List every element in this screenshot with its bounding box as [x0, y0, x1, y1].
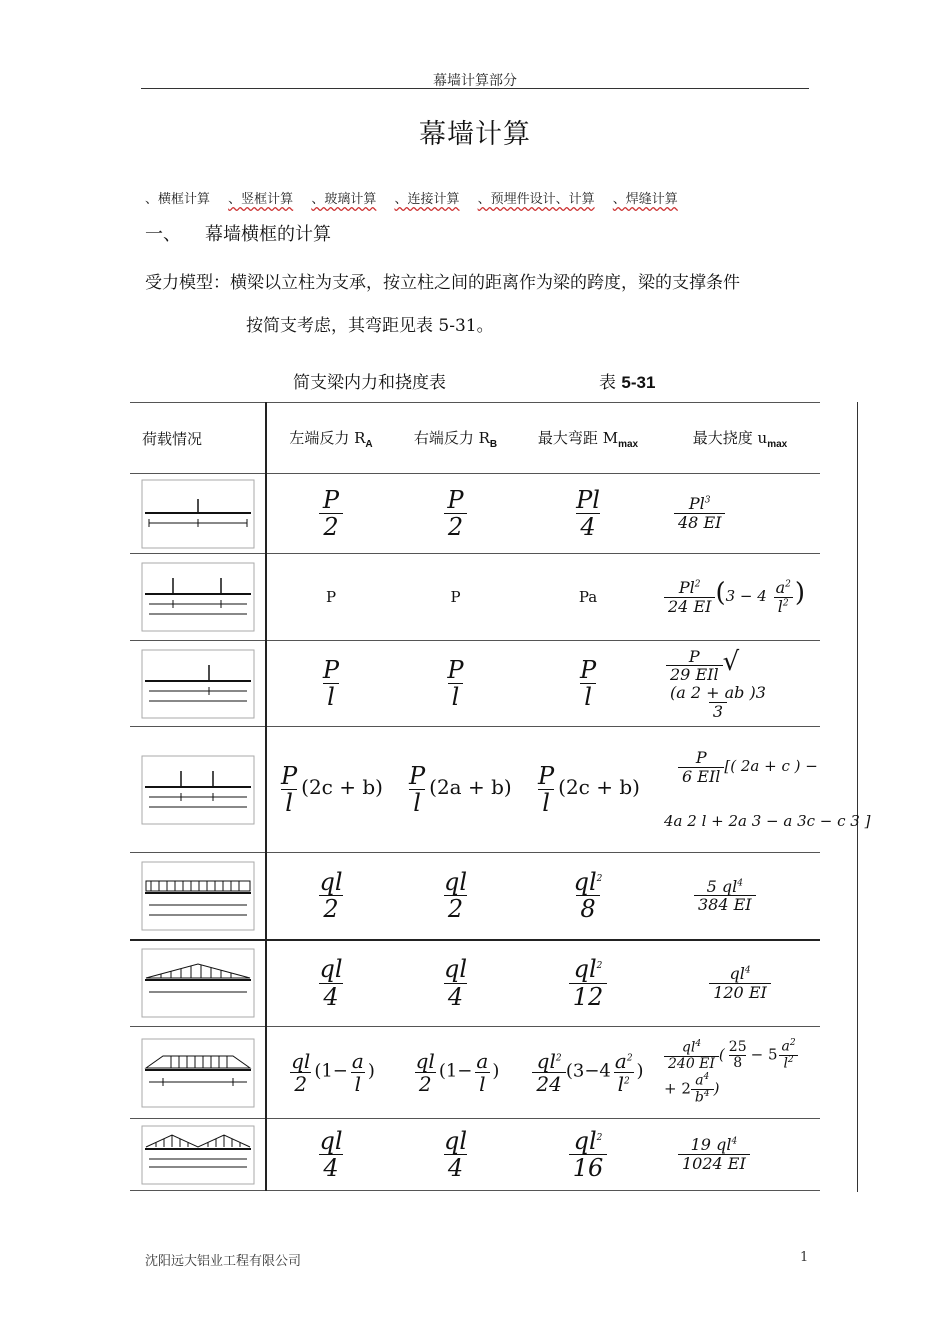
diagram-point-load-center: [130, 474, 266, 554]
rb-formula: $\frac{P}{2}$: [395, 474, 516, 554]
table-row: [130, 641, 820, 727]
table-row: [130, 727, 820, 853]
table-header-row: [130, 403, 820, 474]
diagram-double-triangular-load: [130, 1119, 266, 1191]
section-heading: [145, 220, 331, 246]
nav-item-horizontal-frame: 、横框计算: [145, 192, 211, 207]
rb-formula: $\frac{ql}{4}$: [395, 1119, 516, 1191]
table-number-value: 5-31: [621, 373, 656, 392]
paragraph-line-2: 按简支考虑，其弯距见表 5-31。: [246, 316, 494, 336]
rb-formula: $\frac{ql}{4}$: [395, 940, 516, 1027]
page-title: 幕墙计算: [419, 119, 531, 150]
ra-formula: P: [266, 554, 395, 641]
u-formula: $\frac{19 ql^4}{1024 EI}$: [660, 1119, 820, 1191]
ra-formula: $\frac{P}{l}$ (2c + b): [266, 727, 395, 853]
table-caption: 简支梁内力和挠度表: [293, 373, 446, 393]
page-number: 1: [800, 1250, 809, 1265]
diagram-uniform-load: [130, 853, 266, 940]
header-m: 最大弯距 $M_{max}$: [516, 403, 660, 474]
header-rule: [141, 88, 809, 89]
ra-formula: $\frac{ql}{2}$: [266, 853, 395, 940]
table-row: [130, 940, 820, 1027]
u-formula: $\frac{P}{\text{6 EIl}}$ [( 2a + c ) − 4a 2 l + 2a 3 − a 3c − c 3 ]: [660, 727, 820, 853]
u-formula: $\frac{Pl^3}{48 EI}$: [660, 474, 820, 554]
header-rb: 右端反力 $R_B$: [395, 403, 516, 474]
m-formula: $\frac{ql^2}{8}$: [516, 853, 660, 940]
m-formula: $\frac{ql^2}{16}$: [516, 1119, 660, 1191]
rb-formula: $\frac{P}{l}$: [395, 641, 516, 727]
table-row: [130, 1119, 820, 1191]
nav-links: [145, 188, 692, 207]
diagram-two-unequal-loads: [130, 727, 266, 853]
beam-table: [130, 402, 871, 1191]
table-right-rule: [857, 402, 858, 1192]
nav-link-glass[interactable]: 、玻璃计算: [311, 192, 377, 207]
u-formula: $\frac{ql^4}{240 EI}$ ( $\frac{25}{8}$ − 5 $\frac{a^2}{l^2}$ + 2 $\frac{a^4}{b^4}$ ): [660, 1027, 820, 1119]
m-formula: $\frac{P}{l}$: [516, 641, 660, 727]
footer-company: 沈阳远大铝业工程有限公司: [145, 1253, 302, 1268]
table-row: [130, 554, 820, 641]
diagram-eccentric-point-load: [130, 641, 266, 727]
rb-formula: $\frac{ql}{2}$: [395, 853, 516, 940]
m-formula: $\frac{P}{l}$ (2c + b): [516, 727, 660, 853]
paragraph-line-1: 受力模型：横梁以立柱为支承，按立柱之间的距离作为梁的跨度，梁的支撑条件: [145, 273, 740, 293]
diagram-trapezoidal-load: [130, 1027, 266, 1119]
ra-formula: $\frac{P}{2}$: [266, 474, 395, 554]
rb-formula: $\frac{P}{l}$ (2a + b): [395, 727, 516, 853]
table-number-prefix: 表: [599, 373, 622, 393]
nav-link-vertical-frame[interactable]: 、竖框计算: [228, 192, 294, 207]
table-row: [130, 474, 820, 554]
table-row: [130, 853, 820, 940]
header-load: 荷载情况: [130, 403, 266, 474]
table-row: [130, 1027, 820, 1119]
nav-link-embedded-parts[interactable]: 、预埋件设计、计算: [477, 192, 595, 207]
m-formula: $\frac{ql^2}{12}$: [516, 940, 660, 1027]
ra-formula: $\frac{ql}{4}$: [266, 1119, 395, 1191]
u-formula: $\frac{P}{\text{29 EIl}}$ √ $\frac{(a 2 + ab )3}{3}$: [660, 641, 820, 727]
table-number: [599, 368, 655, 393]
nav-link-connection[interactable]: 、连接计算: [394, 192, 460, 207]
rb-formula: $\frac{ql}{2}$ (1− $\frac{a}{l}$ ): [395, 1027, 516, 1119]
nav-link-weld[interactable]: 、焊缝计算: [612, 192, 678, 207]
section-number: 一、: [145, 224, 181, 245]
ra-formula: $\frac{P}{l}$: [266, 641, 395, 727]
ra-formula: $\frac{ql}{2}$ (1− $\frac{a}{l}$ ): [266, 1027, 395, 1119]
u-formula: $\frac{Pl^2}{24 EI}$ (3 − 4 $\frac{a^2}{l^2}$ ): [660, 554, 820, 641]
diagram-triangular-load: [130, 940, 266, 1027]
m-formula: Pa: [516, 554, 660, 641]
m-formula: $\frac{Pl}{4}$: [516, 474, 660, 554]
header-u: 最大挠度 $u_{max}$: [660, 403, 820, 474]
u-formula: $\frac{ql^4}{120 EI}$: [660, 940, 820, 1027]
header-ra: 左端反力 $R_A$: [266, 403, 395, 474]
page-header: 幕墙计算部分: [433, 73, 517, 89]
u-formula: $\frac{5 ql^4}{384 EI}$: [660, 853, 820, 940]
rb-formula: P: [395, 554, 516, 641]
m-formula: $\frac{ql^2}{24}$ (3−4 $\frac{a^2}{l^2}$ ): [516, 1027, 660, 1119]
diagram-two-point-loads: [130, 554, 266, 641]
section-text: 幕墙横框的计算: [205, 224, 331, 245]
ra-formula: $\frac{ql}{4}$: [266, 940, 395, 1027]
